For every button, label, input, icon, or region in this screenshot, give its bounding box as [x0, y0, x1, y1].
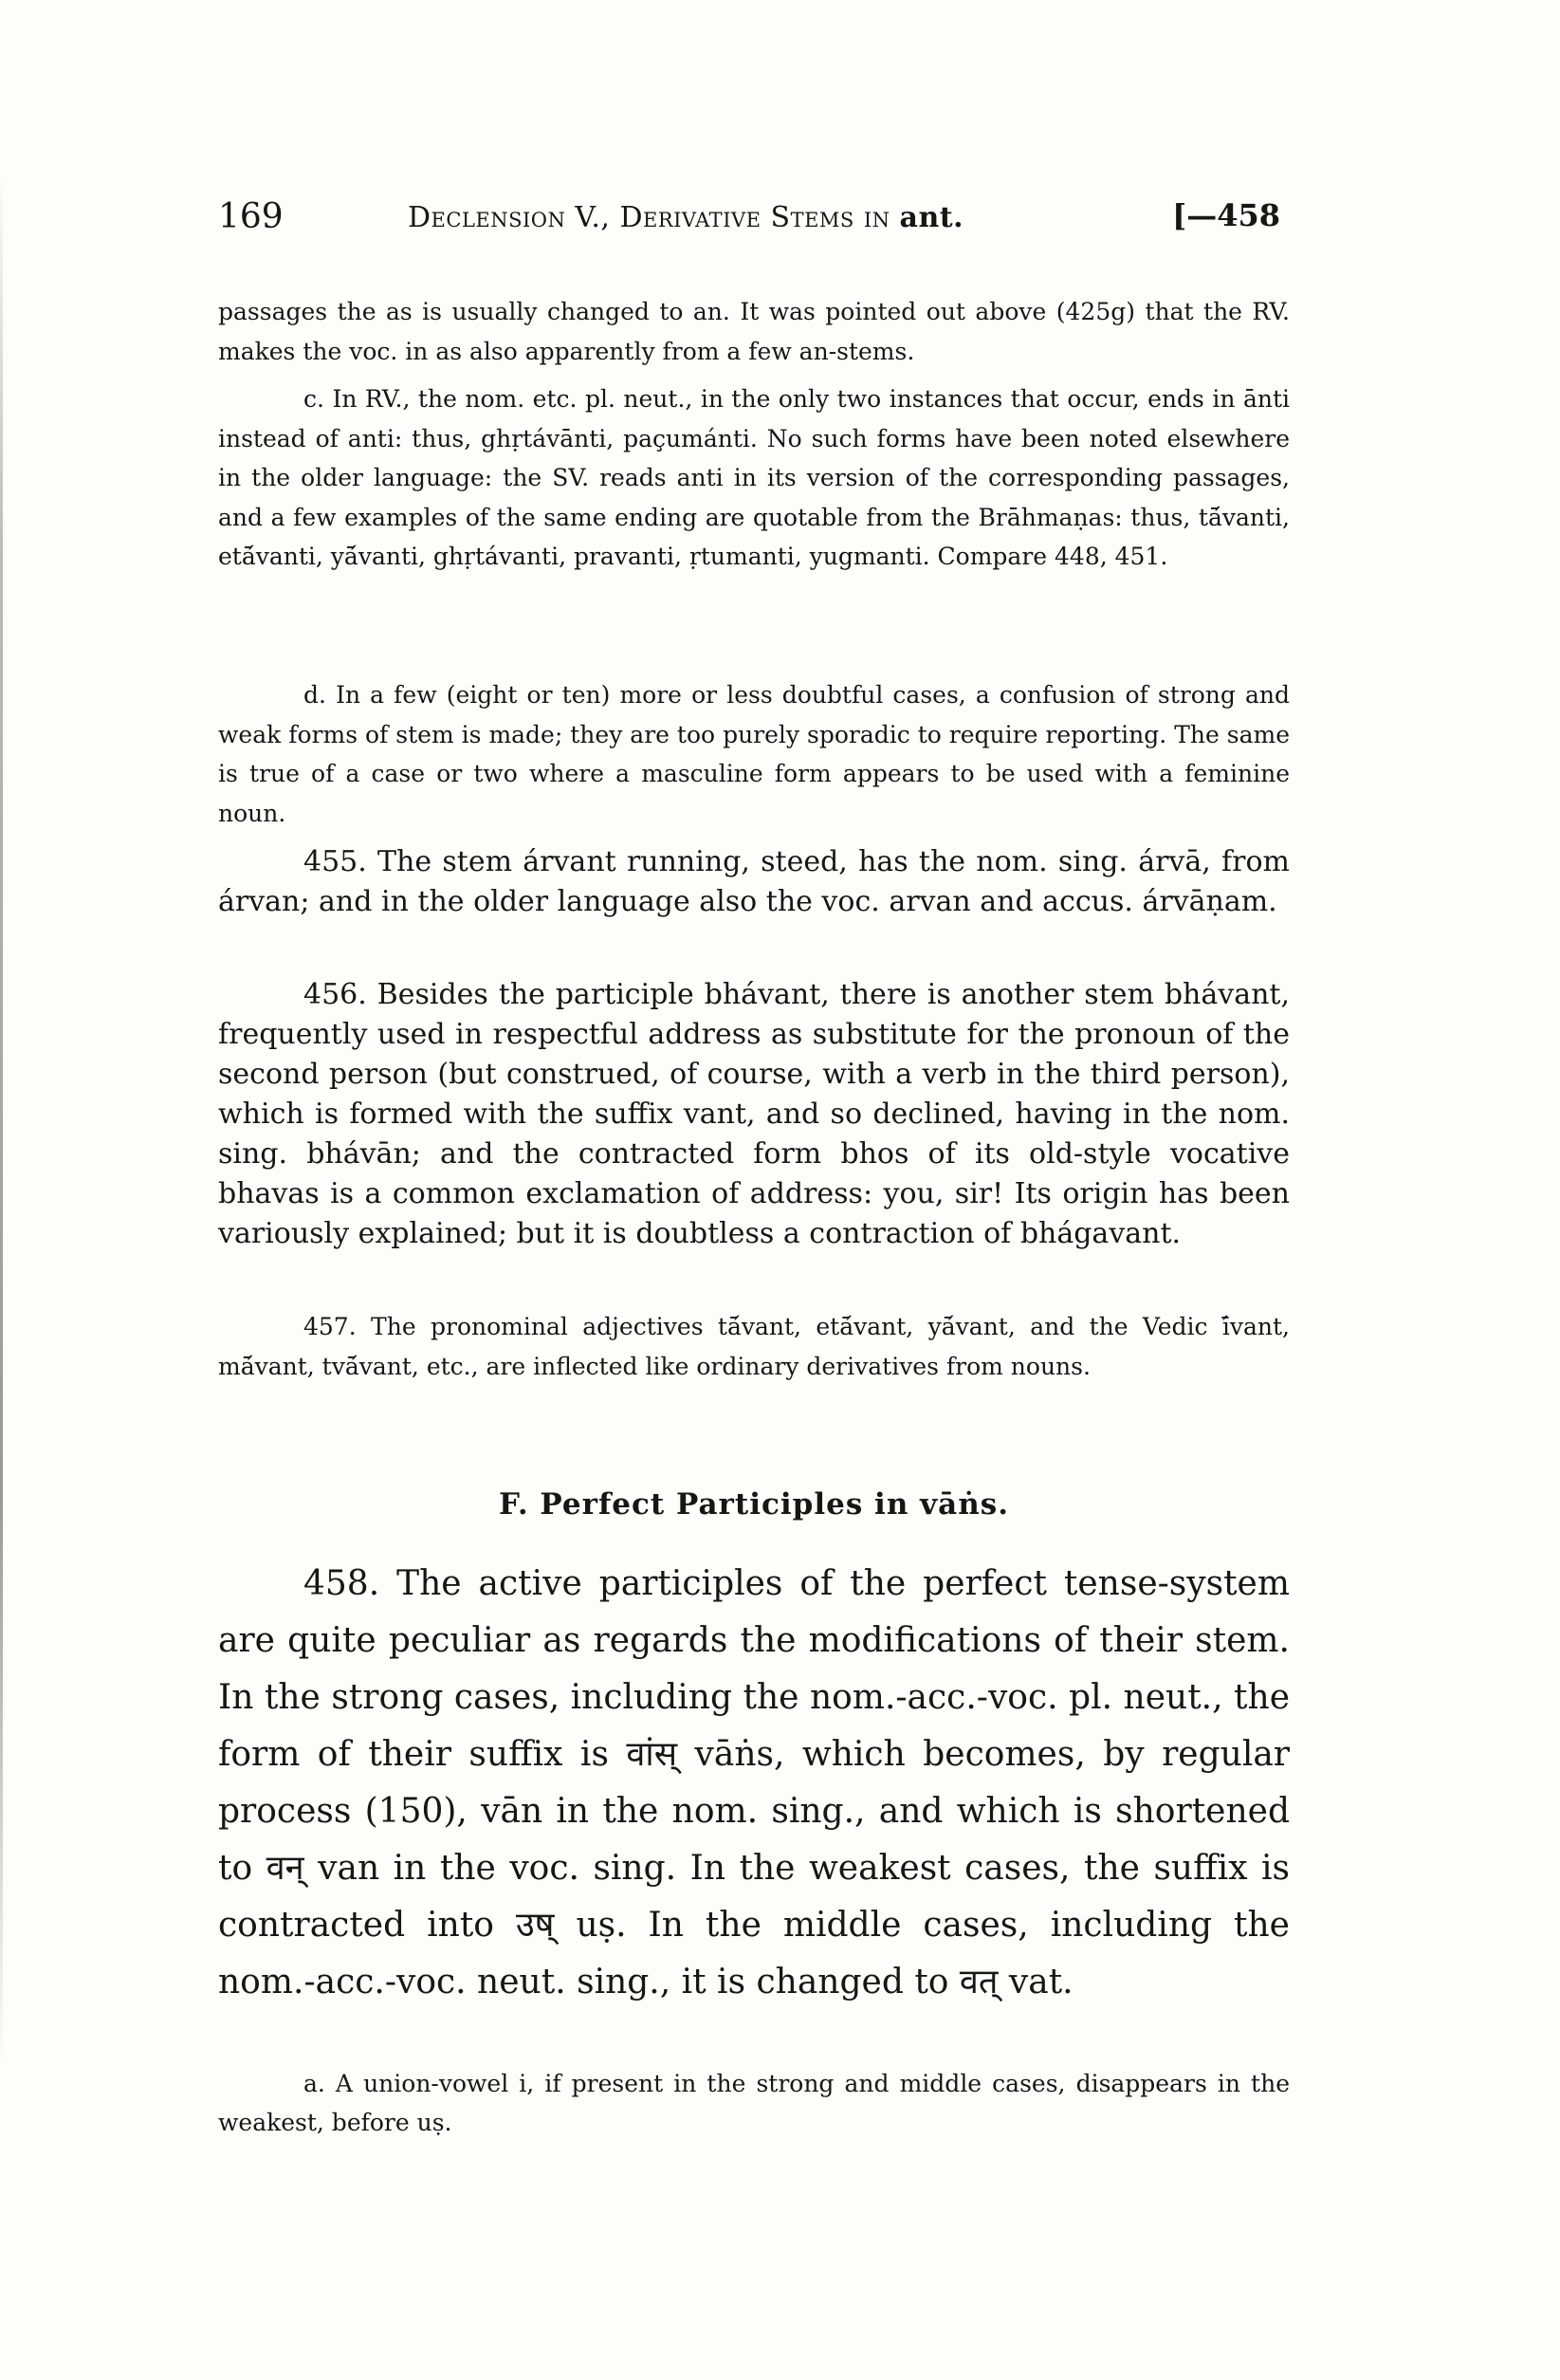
paragraph-d	[218, 675, 1290, 833]
paragraph-text: d. In a few (eight or ten) more or less doubtful cases, a confusion of strong and weak forms of stem is made; they are too purely sporadic to require reporting. The same is true of a case or two where a masculine form appears to be used with a feminine noun.	[218, 681, 1290, 827]
paragraph-a	[218, 2064, 1290, 2142]
paragraph-text: 457. The pronominal adjectives tā́vant, etā́vant, yā́vant, and the Vedic ī́vant, mā́vant, tvā́vant, etc., are inflected like ordinary derivatives from nouns.	[218, 1313, 1290, 1380]
paragraph-458	[218, 1556, 1290, 2011]
section-reference: [—458	[1172, 197, 1280, 233]
paragraph-text: c. In RV., the nom. etc. pl. neut., in the only two instances that occur, ends in ānti instead of anti: thus, ghṛtávānti, paçumánti. No such forms have been noted elsewhere in the older language: the SV. reads anti in its version of the corresponding passages, and a few examples of the same ending are quotable from the Brāhmaṇas: thus, tā́vanti, etā́vanti, yā́vanti, ghṛtávanti, pravanti, ṛtumanti, yugmanti. Compare 448, 451.	[218, 385, 1290, 570]
page-number: 169	[218, 197, 284, 236]
paragraph-text: 456. Besides the participle bhávant, there is another stem bhávant, frequently used in respectful address as substitute for the pronoun of the second person (but construed, of course, with a verb in the third person), which is formed with the suffix vant, and so declined, having in the nom. sing. bhávān; and the contracted form bhos of its old-style vocative bhavas is a common exclamation of address: you, sir! Its origin has been variously explained; but it is doubtless a contraction of bhágavant.	[218, 978, 1290, 1250]
paragraph-c	[218, 379, 1290, 577]
running-title-bold: ant.	[899, 201, 964, 234]
paragraph-b	[218, 292, 1290, 371]
heading-text: F. Perfect Participles in vāṅs.	[498, 1487, 1010, 1522]
paragraph-text: 455. The stem árvant running, steed, has the nom. sing. árvā, from árvan; and in the older language also the voc. arvan and accus. árvāṇam.	[218, 845, 1290, 918]
running-title-text: Declension V., Derivative Stems in	[408, 201, 900, 234]
paragraph-text: a. A union-vowel i, if present in the strong and middle cases, disappears in the weakest, before uṣ.	[218, 2070, 1290, 2136]
running-title	[408, 201, 964, 234]
paragraph-text: 458. The active participles of the perfect tense-system are quite peculiar as regards the modifications of their stem. In the strong cases, including the nom.-acc.-voc. pl. neut., the form of their suffix is वांस् vāṅs, which becomes, by regular process (150), vān in the nom. sing., and which is shortened to वन् van in the voc. sing. In the weakest cases, the suffix is contracted into उष् uṣ. In the middle cases, including the nom.-acc.-voc. neut. sing., it is changed to वत् vat.	[218, 1564, 1290, 2002]
page-edge-shadow	[0, 171, 3, 2068]
paragraph-457	[218, 1307, 1290, 1386]
paragraph-456	[218, 975, 1290, 1254]
section-heading	[218, 1487, 1290, 1522]
running-header	[218, 197, 1299, 254]
paragraph-455	[218, 842, 1290, 922]
paragraph-text: passages the as is usually changed to an. It was pointed out above (425g) that the RV. makes the voc. in as also apparently from a few an-stems.	[218, 298, 1290, 365]
